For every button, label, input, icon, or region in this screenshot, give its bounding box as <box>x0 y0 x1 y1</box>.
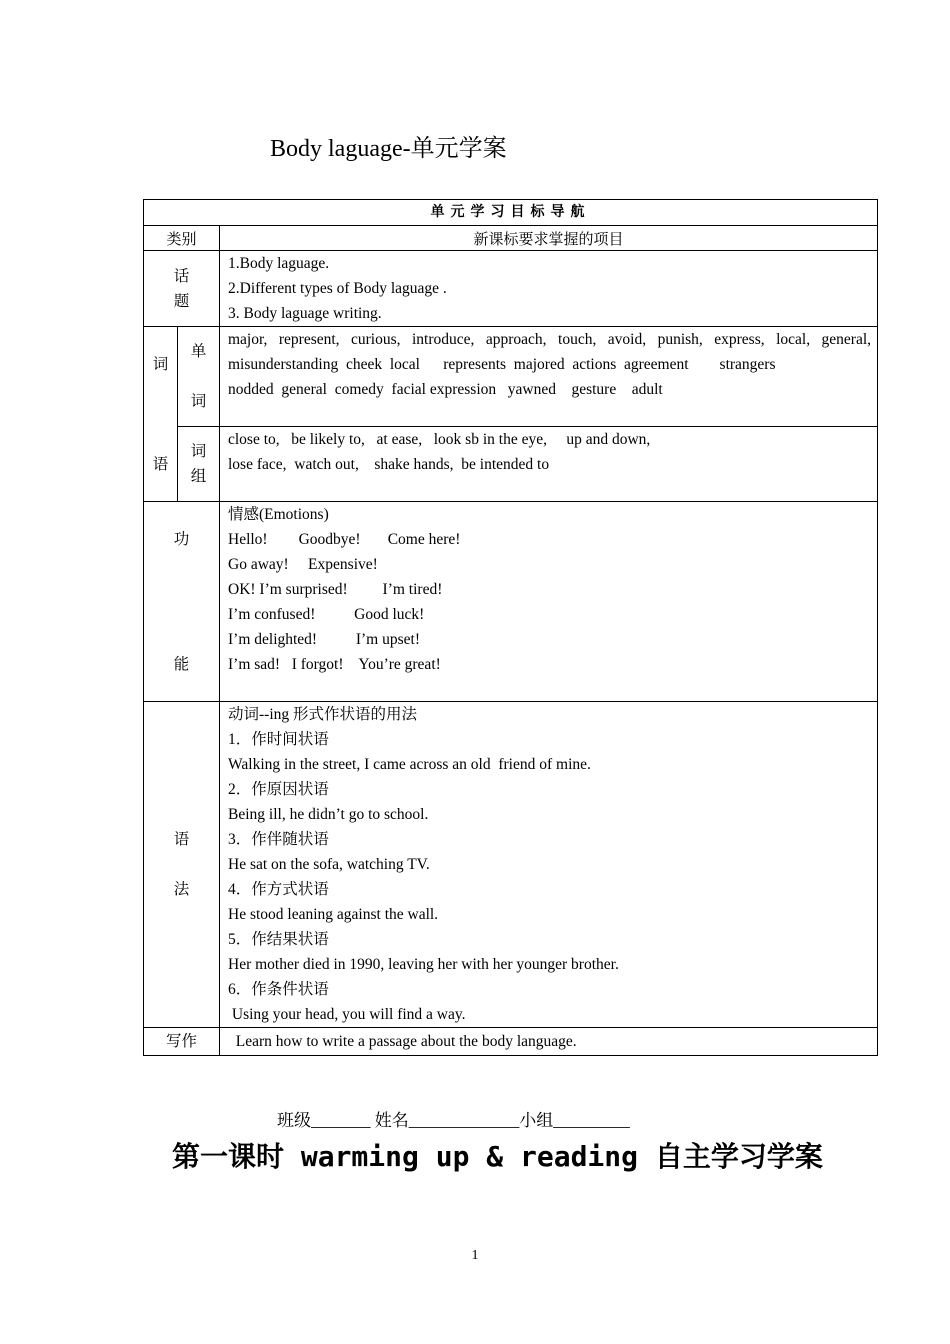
grammar-label-1: 语 <box>173 831 190 848</box>
words-label-2: 词 <box>190 393 207 410</box>
grammar-line: Being ill, he didn’t go to school. <box>228 806 429 823</box>
column-items-header: 新课标要求掌握的项目 <box>220 226 878 251</box>
grammar-line: Using your head, you will find a way. <box>228 1006 466 1023</box>
unit-goals-table <box>143 199 878 1056</box>
grammar-line: He stood leaning against the wall. <box>228 906 439 923</box>
grammar-label-2: 法 <box>173 881 190 898</box>
grammar-line: Her mother died in 1990, leaving her with her younger brother. <box>228 956 619 973</box>
grammar-content <box>220 702 878 1028</box>
grammar-line: 1．作时间状语 <box>228 731 329 748</box>
words-label <box>178 327 220 427</box>
phrases-label <box>178 427 220 502</box>
topic-label-2: 题 <box>173 292 190 310</box>
column-category-header: 类别 <box>144 226 220 251</box>
page-number: 1 <box>471 1248 479 1263</box>
phrases-content <box>220 427 878 502</box>
words-label-1: 单 <box>190 343 207 360</box>
grammar-line: 3．作伴随状语 <box>228 831 329 848</box>
words-line: misunderstanding cheek local represents majored actions agreement strangers <box>228 356 776 373</box>
table-header: 单元学习目标导航 <box>144 200 878 226</box>
function-line: I’m delighted! I’m upset! <box>228 631 420 648</box>
writing-text: Learn how to write a passage about the body language. <box>228 1033 577 1050</box>
words-content <box>220 327 878 427</box>
vocab-label <box>144 327 178 502</box>
phrases-label-1: 词 <box>190 443 207 460</box>
page-title: Body laguage-单元学案 <box>270 136 507 162</box>
grammar-line: 动词--ing 形式作状语的用法 <box>228 706 418 723</box>
function-content <box>220 502 878 702</box>
function-label-1: 功 <box>173 531 190 548</box>
function-label-2: 能 <box>173 656 190 673</box>
writing-label: 写作 <box>144 1028 220 1056</box>
phrases-label-2: 组 <box>190 468 207 485</box>
topic-line: 3. Body laguage writing. <box>228 305 382 322</box>
grammar-line: 5．作结果状语 <box>228 931 329 948</box>
words-line: nodded general comedy facial expression yawned gesture adult <box>228 381 663 398</box>
phrases-line: close to, be likely to, at ease, look sb in the eye, up and down, <box>228 431 651 448</box>
topic-content <box>220 251 878 327</box>
grammar-line: He sat on the sofa, watching TV. <box>228 856 430 873</box>
grammar-line: 2．作原因状语 <box>228 781 329 798</box>
function-line: Go away! Expensive! <box>228 556 378 573</box>
function-line: I’m sad! I forgot! You’re great! <box>228 656 441 673</box>
function-line: Hello! Goodbye! Come here! <box>228 531 461 548</box>
topic-line: 2.Different types of Body laguage . <box>228 280 447 297</box>
function-line: OK! I’m surprised! I’m tired! <box>228 581 443 598</box>
topic-line: 1.Body laguage. <box>228 255 330 272</box>
phrases-line: lose face, watch out, shake hands, be intended to <box>228 456 550 473</box>
function-line: I’m confused! Good luck! <box>228 606 425 623</box>
student-info-line: 班级_______ 姓名_____________小组_________ <box>277 1111 630 1130</box>
function-line: 情感(Emotions) <box>228 506 329 523</box>
words-line: major, represent, curious, introduce, approach, touch, avoid, punish, express, local, general, <box>228 331 872 348</box>
vocab-label-1: 词 <box>152 355 169 373</box>
grammar-line: Walking in the street, I came across an old friend of mine. <box>228 756 591 773</box>
topic-label <box>144 251 220 327</box>
topic-label-1: 话 <box>173 267 190 285</box>
writing-content <box>220 1028 878 1056</box>
function-label <box>144 502 220 702</box>
lesson-title: 第一课时 warming up & reading 自主学习学案 <box>172 1140 823 1173</box>
vocab-label-2: 语 <box>152 455 169 473</box>
grammar-line: 4．作方式状语 <box>228 881 329 898</box>
grammar-label <box>144 702 220 1028</box>
grammar-line: 6．作条件状语 <box>228 981 329 998</box>
